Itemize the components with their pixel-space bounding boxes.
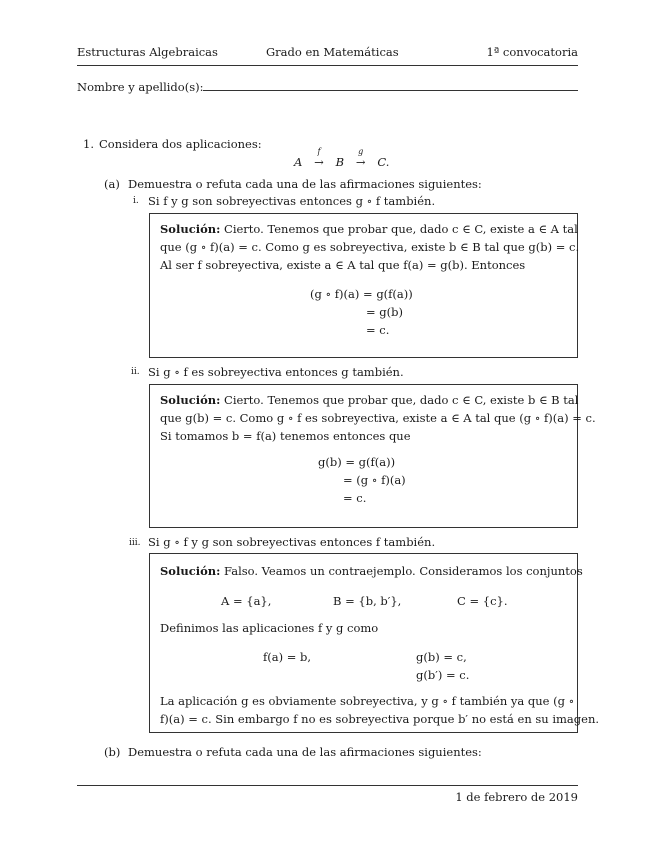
header-degree: Grado en Matemáticas [266,45,399,59]
problem-number: 1. [83,137,94,151]
sol-ii-eq-2: = (g ∘ f)(a) [343,473,406,487]
item-i-label: i. [133,196,139,206]
sol-i-line-2: que (g ∘ f)(a) = c. Como g es sobreyectiva, existe b ∈ B tal que g(b) = c. [160,240,580,254]
footer-rule [77,785,578,786]
sol-iii-set-B: B = {b, b′}, [333,594,402,608]
name-input-line[interactable] [203,90,578,91]
sol-ii-line-3: Si tomamos b = f(a) tenemos entonces que [160,429,411,443]
header-course: Estructuras Algebraicas [77,45,218,59]
sol-iii-line-2: Definimos las aplicaciones f y g como [160,621,379,635]
item-ii-statement: Si g ∘ f es sobreyectiva entonces g también. [148,365,404,379]
sol-i-eq-2: = g(b) [366,305,403,319]
map-diagram [294,147,390,169]
item-iii-label: iii. [129,538,141,548]
arrow-g: g → [348,155,374,169]
sol-i-eq-1: (g ∘ f)(a) = g(f(a)) [310,287,413,301]
item-ii-label: ii. [131,367,140,377]
item-iii-statement: Si g ∘ f y g son sobreyectivas entonces f también. [148,535,436,549]
solution-label-iii: Solución: [160,564,221,578]
problem-intro: Considera dos aplicaciones: [99,137,262,151]
sol-iii-final-2: f)(a) = c. Sin embargo f no es sobreyectiva porque b′ no está en su imagen. [160,712,600,726]
sol-iii-set-C: C = {c}. [457,594,508,608]
set-C: C. [377,155,390,169]
sol-iii-line-1: Falso. Veamos un contraejemplo. Consideramos los conjuntos [224,564,583,578]
sol-i-eq-3: = c. [366,323,390,337]
sol-i-line-1: Cierto. Tenemos que probar que, dado c ∈ C, existe a ∈ A tal [224,222,578,236]
set-A: A [294,155,303,169]
solution-label-i: Solución: [160,222,221,236]
sol-ii-line-2: que g(b) = c. Como g ∘ f es sobreyectiva, existe a ∈ A tal que (g ∘ f)(a) = c. [160,411,596,425]
part-b-label: (b) [104,745,121,759]
header-sitting: 1ª convocatoria [486,45,578,59]
part-a-text: Demuestra o refuta cada una de las afirmaciones siguientes: [128,177,482,191]
arrow-f: f → [306,155,332,169]
name-label: Nombre y apellido(s): [77,80,204,94]
sol-iii-set-A: A = {a}, [221,594,272,608]
item-i-statement: Si f y g son sobreyectivas entonces g ∘ f también. [148,194,436,208]
solution-box-ii [149,384,596,528]
sol-iii-gdef-2: g(b′) = c. [416,668,470,682]
sol-ii-line-1: Cierto. Tenemos que probar que, dado c ∈ C, existe b ∈ B tal [224,393,579,407]
label-g: g [358,147,364,156]
sol-ii-eq-3: = c. [343,491,367,505]
solution-box-iii [149,553,600,733]
footer-date: 1 de febrero de 2019 [455,790,578,804]
sol-iii-final-1: La aplicación g es obviamente sobreyectiva, y g ∘ f también ya que (g ∘ [160,694,575,708]
set-B: B [335,155,345,169]
header-rule [77,65,578,66]
solution-box-i [149,213,578,358]
sol-i-line-3: Al ser f sobreyectiva, existe a ∈ A tal que f(a) = g(b). Entonces [160,258,526,272]
solution-label-ii: Solución: [160,393,221,407]
part-a-label: (a) [104,177,120,191]
sol-iii-fdef: f(a) = b, [263,650,312,664]
sol-iii-gdef-1: g(b) = c, [416,650,467,664]
sol-ii-eq-1: g(b) = g(f(a)) [318,455,396,469]
label-f: f [317,147,321,156]
part-b-text: Demuestra o refuta cada una de las afirmaciones siguientes: [128,745,482,759]
